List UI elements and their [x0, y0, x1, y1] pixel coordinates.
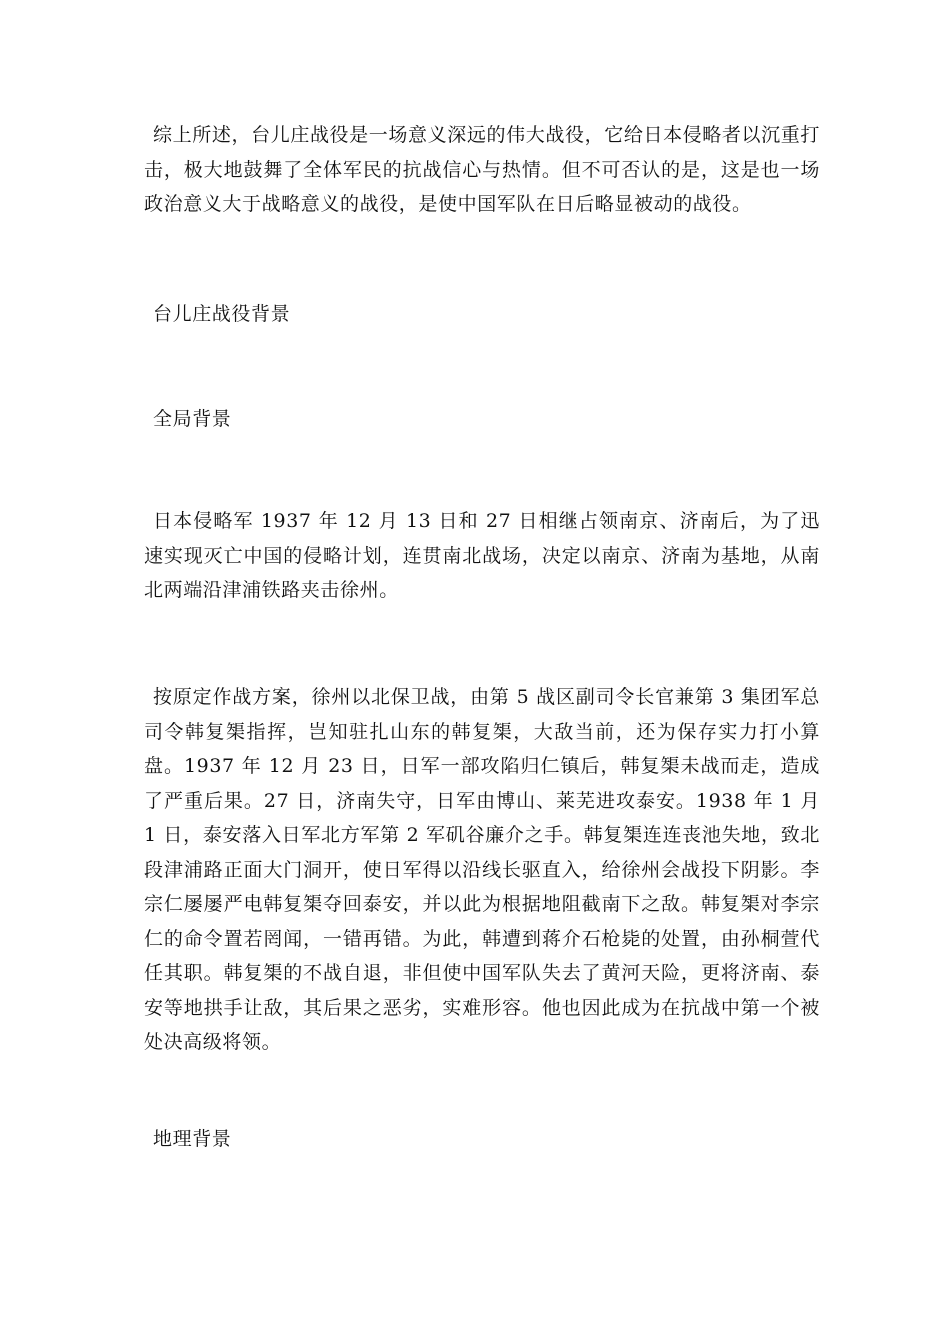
section-heading-battle-background: 台儿庄战役背景	[153, 303, 291, 325]
conclusion-paragraph: 综上所述，台儿庄战役是一场意义深远的伟大战役，它给日本侵略者以沉重打击，极大地鼓舞了全体军民的抗战信心与热情。但不可否认的是，这是也一场政治意义大于战略意义的战役，是使中国军队在日后略显被动的战役。	[144, 124, 820, 215]
subsection-heading-overall-background: 全局背景	[153, 408, 232, 430]
defense-plan-paragraph: 按原定作战方案，徐州以北保卫战，由第 5 战区副司令长官兼第 3 集团军总司令韩复榘指挥，岂知驻扎山东的韩复榘，大敌当前，还为保存实力打小算盘。1937 年 12 月 23 日，日军一部攻陷归仁镇后，韩复榘未战而走，造成了严重后果。27 日，济南失守，日军由博山、莱芜进攻泰安。1938 年 1 月 1 日，泰安落入日军北方军第 2 军矶谷廉介之手。韩复榘连连丧池失地，致北段津浦路正面大门洞开，使日军得以沿线长驱直入，给徐州会战投下阴影。李宗仁屡屡严电韩复榘夺回泰安，并以此为根据地阻截南下之敌。韩复榘对李宗仁的命令置若罔闻，一错再错。为此，韩遭到蒋介石枪毙的处置，由孙桐萱代任其职。韩复榘的不战自退，非但使中国军队失去了黄河天险，更将济南、泰安等地拱手让敌，其后果之恶劣，实难形容。他也因此成为在抗战中第一个被处决高级将领。	[144, 686, 820, 1053]
subsection-heading-geographic-background: 地理背景	[153, 1128, 232, 1150]
overall-background-paragraph: 日本侵略军 1937 年 12 月 13 日和 27 日相继占领南京、济南后，为了迅速实现灭亡中国的侵略计划，连贯南北战场，决定以南京、济南为基地，从南北两端沿津浦铁路夹击徐州。	[144, 510, 820, 601]
